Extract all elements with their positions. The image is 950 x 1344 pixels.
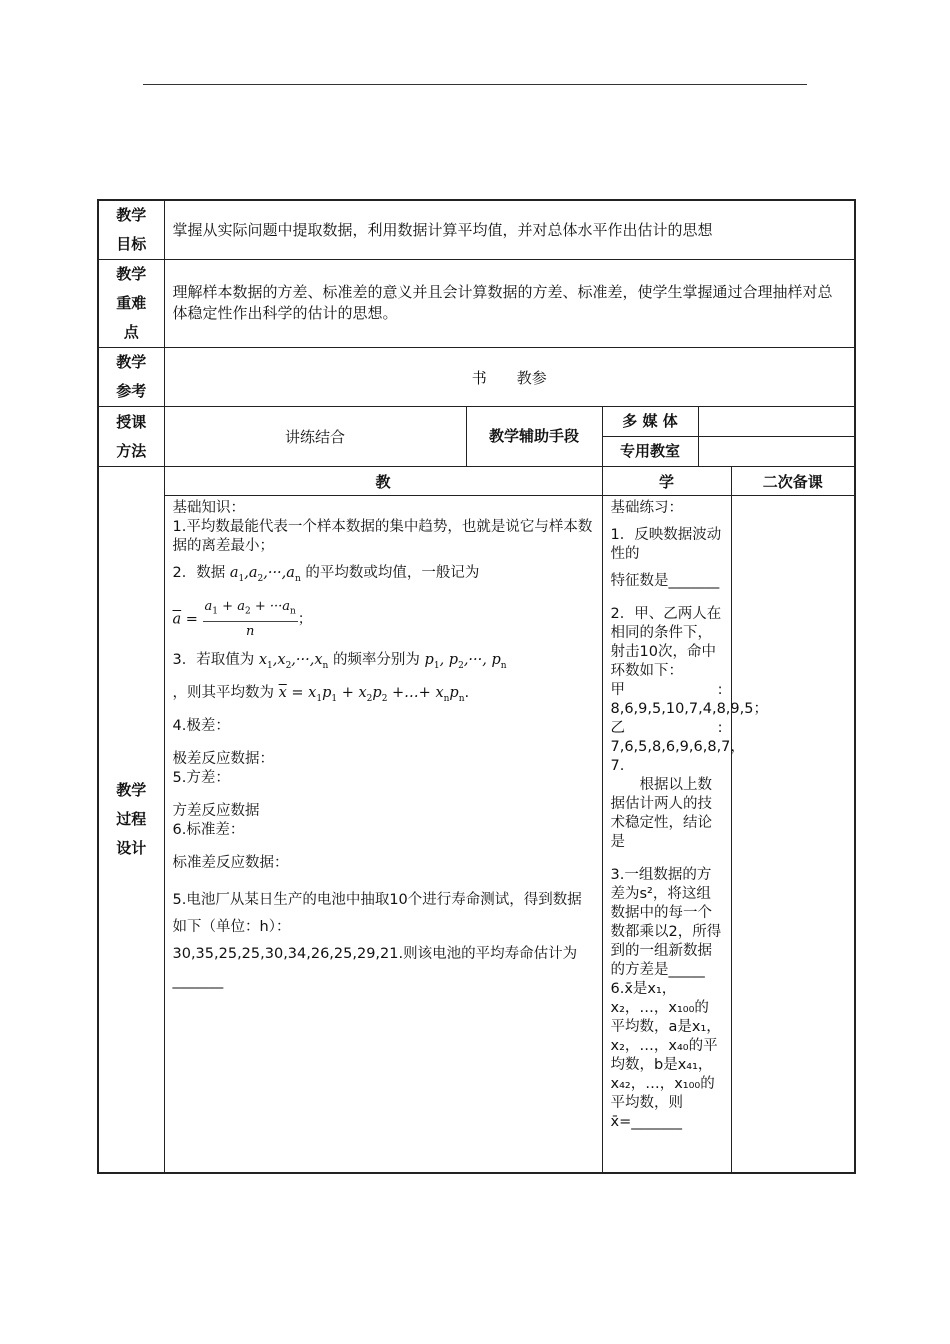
goal-text: 掌握从实际问题中提取数据，利用数据计算平均值，并对总体水平作出估计的思想	[164, 200, 855, 260]
process-label: 教学 过程 设计	[98, 467, 164, 1173]
teach-header: 教	[164, 467, 602, 496]
aid-label: 教学辅助手段	[466, 407, 602, 467]
learn-q1a: 1．反映数据波动性的	[610, 527, 722, 562]
teach-line-2: 2．数据 $a_1,a_2,\cdot\cdot\cdot,a_n$ 的平均数或均值，一般记为	[172, 565, 480, 584]
goal-row	[98, 200, 855, 260]
teach-line-3: 3．若取值为 $x_1,x_2,\cdot\cdot\cdot,x_n$ 的频率分别为 $p_1$, $p_2,\cdot\cdot\cdot$, $p_n$	[172, 652, 507, 672]
header-rule	[143, 84, 807, 85]
method-row	[98, 407, 855, 437]
learn-q3: 3.一组数据的方差为s²，将这组数据中的每一个数都乘以2，所得到的一组新数据的方差是_____	[610, 867, 722, 978]
learn-q1b: 特征数是_______	[610, 573, 720, 589]
goal-label: 教学 目标	[98, 200, 164, 260]
teach-column	[164, 496, 602, 1173]
learn-q6: 6.x̄是x₁，x₂，…，x₁₀₀的平均数，a是x₁，x₂，…，x₄₀的平均数，b是x₄₁，x₄₂，…，x₁₀₀的平均数，则x̄=_______	[610, 981, 721, 1130]
difficulty-row	[98, 260, 855, 348]
second-prep-column	[731, 496, 855, 1173]
method-label: 授课 方法	[98, 407, 164, 467]
learn-q2b: 根据以上数据估计两人的技术稳定性，结论是	[610, 777, 712, 850]
teach-line-1: 1.平均数最能代表一个样本数据的集中趋势，也就是说它与样本数据的离差最小；	[172, 519, 593, 554]
learn-jia-label: 甲:	[610, 682, 723, 698]
reference-row	[98, 348, 855, 407]
learn-q2a: 2．甲、乙两人在相同的条件下，射击10次，命中环数如下：	[610, 606, 722, 679]
learn-column	[602, 496, 768, 1173]
teach-line-7: 5.方差：	[172, 770, 230, 787]
teach-line-10: 标准差反应数据：	[172, 855, 289, 872]
reference-text: 书 教参	[164, 348, 855, 407]
teach-line-12: 30,35,25,25,30,34,26,25,29,21.则该电池的平均寿命估计为_______	[172, 946, 578, 990]
learn-header: 学	[602, 467, 731, 496]
learn-yi-label: 乙:	[610, 720, 723, 736]
aid-classroom: 专用教室	[602, 437, 698, 467]
aid-classroom-value	[698, 437, 855, 467]
aid-multimedia-value	[698, 407, 855, 437]
process-header-row	[98, 467, 855, 496]
teach-line-6: 极差反应数据：	[172, 751, 274, 768]
learn-yi-data: 7,6,5,8,6,9,6,8,7，7.	[610, 739, 745, 774]
method-text: 讲练结合	[164, 407, 466, 467]
aid-multimedia: 多 媒 体	[602, 407, 698, 437]
teach-line-9: 6.标准差：	[172, 822, 245, 839]
teach-heading: 基础知识：	[172, 500, 245, 516]
teach-line-8: 方差反应数据	[172, 803, 260, 820]
difficulty-text: 理解样本数据的方差、标准差的意义并且会计算数据的方差、标准差，使学生掌握通过合理抽样对总体稳定性作出科学的估计的思想。	[164, 260, 855, 348]
mean-formula: $\overline{a}$ = $\frac{a_1 + a_2 + \cdot\cdot\cdot a_n}{n}$ ；	[172, 598, 313, 640]
reference-label: 教学 参考	[98, 348, 164, 407]
learn-jia-data: 8,6,9,5,10,7,4,8,9,5；	[610, 701, 768, 717]
second-prep-header: 二次备课	[731, 467, 855, 496]
teach-line-4: ，则其平均数为 $\overline{x} = x_1p_1 + x_2p_2$ +…+ $x_np_n$.	[172, 685, 470, 705]
process-body-row	[98, 496, 855, 1173]
teach-line-5: 4.极差：	[172, 718, 230, 735]
teach-line-11: 5.电池厂从某日生产的电池中抽取10个进行寿命测试，得到数据如下（单位：h）：	[172, 892, 582, 936]
learn-heading: 基础练习：	[610, 500, 683, 516]
difficulty-label: 教学 重难 点	[98, 260, 164, 348]
lesson-plan-table	[97, 199, 856, 1174]
